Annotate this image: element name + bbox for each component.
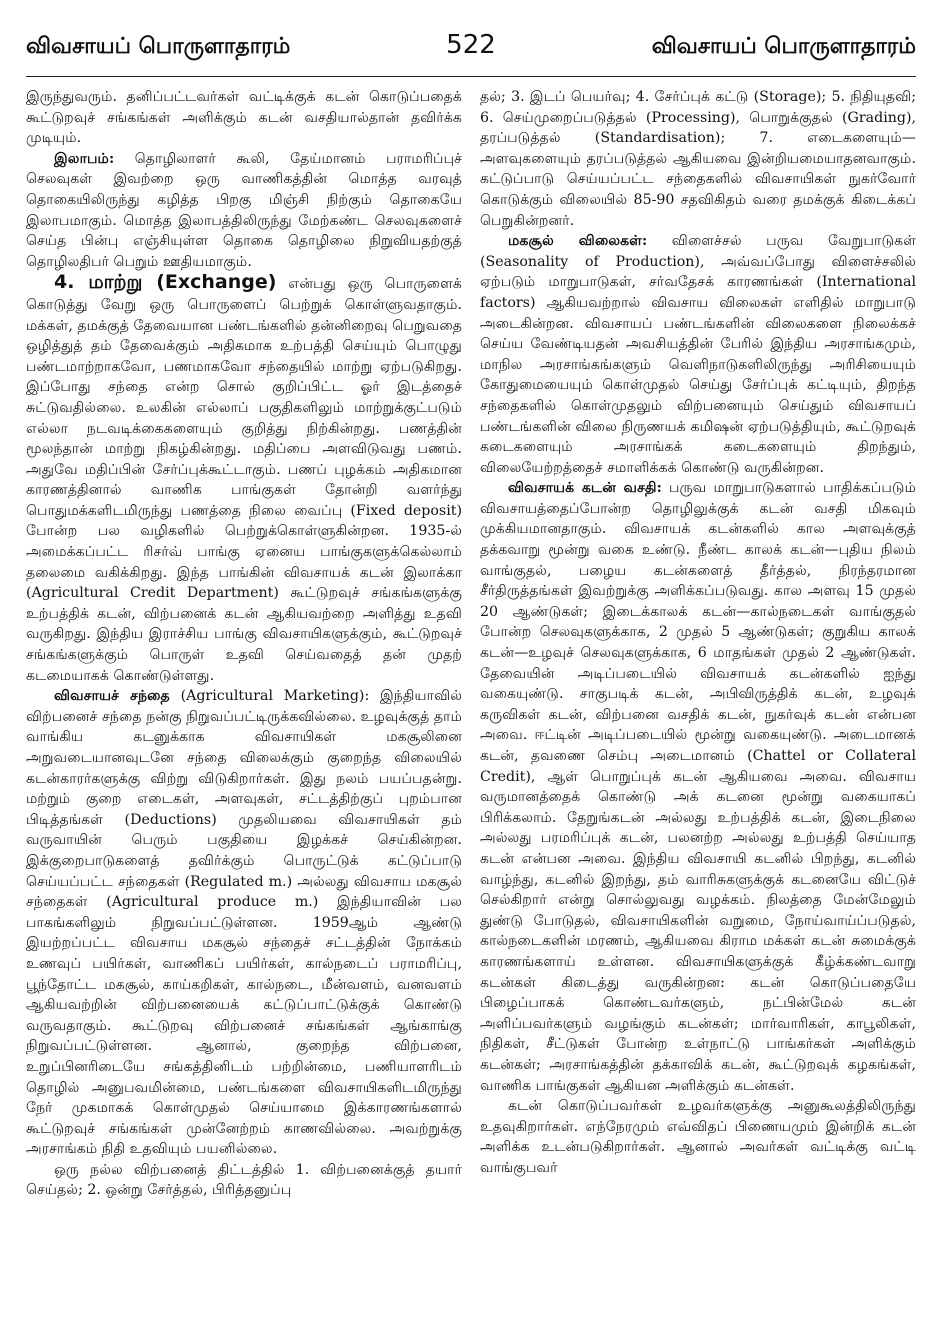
paragraph-text: பருவ மாறுபாடுகளால் பாதிக்கப்படும் விவசாயத்தைப்போன்ற தொழிலுக்குக் கடன் வசதி மிகவும் முக்கியமானதாகும். விவசாயக் கடன்களில் கால அளவுக்குத் தக்கவாறு மூன்று வகை உண்டு. நீண்ட காலக் கடன்—புதிய நிலம் வாங்குதல், பழைய கடன்களைத் தீர்த்தல், நிரந்தரமான சீர்திருத்தங்கள் இவற்றுக்கு அளிக்கப்படுவது. கால அளவு 15 முதல் 20 ஆண்டுகள்; இடைக்காலக் கடன்—கால்நடைகள் வாங்குதல் போன்ற செலவுகளுக்காக, 2 முதல் 5 ஆண்டுகள்; குறுகிய காலக் கடன்—உழவுச் செலவுகளுக்காக, 6 மாதங்கள் முதல் 2 ஆண்டுகள். தேவையின் அடிப்படையில் விவசாயக் கடன்களில் ஐந்து வகையுண்டு. சாகுபடிக் கடன், அபிவிருத்திக் கடன், உழவுக் கருவிகள் கடன், விற்பனை வசதிக் கடன், நுகர்வுக் கடன் என்பன அவை. ஈட்டின் அடிப்படையில் மூன்று வகையுண்டு. அடைமானக் கடன், தவணை செம்பு அடைமானம் (Chattel or Collateral Credit), ஆள் பொறுப்புக் கடன் ஆகியவை அவை. விவசாய வருமானத்தைக் கொண்டு அக் கடனை மூன்று வகையாகப் பிரிக்கலாம். தேறுங்கடன் அல்லது உற்பத்திக் கடன், இடைநிலை அல்லது பரமரிப்புக் கடன், பலனற்ற அல்லது உற்பத்தி செய்யாத கடன் என்பன அவை. இந்திய விவசாயி கடனில் பிறந்து, கடனில் வாழ்ந்து, கடனில் இறந்து, தம் வாரிசுகளுக்குக் கடனையே விட்டுச் செல்கிறார் என்று சொல்லுவது வழக்கம். நிலத்தை மேன்மேலும் துண்டு போடுதல், விவசாயிகளின் வறுமை, நோய்வாய்ப்படுதல், கால்நடைகளின் மரணம், ஆகியவை கிராம மக்கள் கடன் சுமைக்குக் காரணங்களாய் உள்ளன. விவசாயிகளுக்குக் கீழ்க்கண்டவாறு கடன்கள் கிடைத்து வருகின்றன: கடன் கொடுப்பதையே பிழைப்பாகக் கொண்டவர்களும், நட்பின்மேல் கடன் அளிப்பவர்களும் வழங்கும் கடன்கள்; மார்வாரிகள், காபூலிகள், நிதிகள், சீட்டுகள் போன்ற உள்நாட்டு பாங்கர்கள் அளிக்கும் கடன்கள்; அரசாங்கத்தின் தக்காவிக் கடன், கூட்டுறவுக் கழகங்கள், வாணிக பாங்குகள் ஆகியன அளிக்கும் கடன்கள். [480, 480, 916, 1094]
text-columns [26, 87, 916, 1327]
left-column [26, 87, 462, 1327]
paragraph-prices [480, 231, 916, 478]
term-prices: மகசூல் விலைகள்: [508, 233, 648, 250]
paragraph: கடன் கொடுப்பவர்கள் உழவர்களுக்கு அனுகூலத்திலிருந்து உதவுகிறார்கள். எந்நேரமும் எவ்விதப் பிணையமும் இன்றிக் கடன் அளிக்க உடன்படுகிறார்கள். ஆனால் அவர்கள் வட்டிக்கு வட்டி வாங்குபவர் [480, 1098, 916, 1176]
term-marketing: விவசாயச் சந்தை [54, 688, 170, 705]
paragraph-text: என்பது ஒரு பொருளைக் கொடுத்து வேறு ஒரு பொருளைப் பெற்றுக் கொள்ளுவதாகும். மக்கள், தமக்குத் தேவையான பண்டங்களில் தன்னிறைவு பெறுவதை ஒழித்துத் தம் தேவைக்கும் அதிகமாக உற்பத்தி செய்யும் பொழுது பண்டமாற்றாகவோ, பணமாகவோ சந்தையில் மாற்று ஏற்படுகிறது. இப்போது சந்தை என்ற சொல் குறிப்பிட்ட ஓர் இடத்தைச் சுட்டுவதில்லை. உலகின் எல்லாப் பகுதிகளிலும் மாற்றுக்குட்படும் எல்லா நடவடிக்கைகளையும் குறித்து நிற்கின்றது. பணத்தின் மூலந்தான் மாற்று நிகழ்கின்றது. மதிப்பை அளவிடுவது பணம். அதுவே மதிப்பின் சேர்ப்புக்கூட்டாகும். பணப் புழக்கம் அதிகமான காரணத்தினால் வாணிக பாங்குகள் தோன்றி வளர்ந்து பொதுமக்களிடமிருந்து பணத்தை நிலை வைப்பு (Fixed deposit) போன்ற பல வழிகளில் பெற்றுக்கொள்ளுகின்றன. 1935-ல் அமைக்கப்பட்ட ரிசர்வ் பாங்கு ஏனைய பாங்குகளுக்கெல்லாம் தலைமை வகிக்கிறது. இந்த பாங்கின் விவசாயக் கடன் இலாக்கா (Agricultural Credit Department) கூட்டுறவுச் சங்கங்களுக்கு உற்பத்திக் கடன், விற்பனைக் கடன் ஆகியவற்றை அளித்து உதவி வருகிறது. இந்திய இராச்சிய பாங்கு விவசாயிகளுக்கும், கூட்டுறவுச் சங்கங்களுக்கும் பொருள் உதவி செய்வதைத் தன் முதற் கடமையாகக் கொண்டுள்ளது. [26, 276, 462, 684]
paragraph-text: தொழிலாளர் கூலி, தேய்மானம் பராமரிப்புச் செலவுகள் இவற்றை ஒரு வாணிகத்தின் மொத்த வரவுத் தொகையிலிருந்து கழித்த பிறகு மிஞ்சி நிற்கும் தொகையே இலாபமாகும். மொத்த இலாபத்திலிருந்து மேற்கண்ட செலவுகளைச் செய்த பின்பு எஞ்சியுள்ள தொகை தொழிலை நிறுவியதற்குத் தொழிலதிபர் பெறும் ஊதியமாகும். [26, 150, 462, 270]
paragraph-marketing [26, 686, 462, 1160]
paragraph-exchange [26, 272, 462, 686]
paragraph: இருந்துவரும். தனிப்பட்டவர்கள் வட்டிக்குக் கடன் கொடுப்பதைக் கூட்டுறவுச் சங்கங்கள் அளிக்கும் கடன் வசதியால்தான் தவிர்க்க முடியும். [26, 89, 462, 147]
paragraph-profit [26, 149, 462, 273]
paragraph-text: விளைச்சல் பருவ வேறுபாடுகள் (Seasonality of Production), அவ்வப்போது விளைச்சலில் ஏற்படும் மாறுபாடுகள், சர்வதேசக் காரணங்கள் (International factors) ஆகியவற்றால் விவசாய விலைகள் எளிதில் மாறுபாடு அடைகின்றன. விவசாயப் பண்டங்களின் விலைகளை நிலைக்கச் செய்ய வேண்டியதன் அவசியத்தின் பேரில் இந்திய அரசாங்கமும், மாநில அரசாங்கங்களும் வெளிநாடுகளிலிருந்து அரிசியையும் கோதுமையையும் கொள்முதல் செய்து சேர்ப்புக் கட்டியும், திறந்த சந்தைகளில் கொள்முதலும் விற்பனையும் செய்தும் விவசாயப் பண்டங்களின் விலை நிருணயக் கமிஷன் ஏற்படுத்தியும், கூட்டுறவுக் கடைகளையும் அரசாங்கக் கடைகளையும் திறந்தும், விலையேற்றத்தைச் சமாளிக்கக் கொண்டு வருகின்றன. [480, 233, 916, 476]
running-title-left: விவசாயப் பொருளாதாரம் [26, 34, 291, 59]
section-heading-exchange: 4. மாற்று (Exchange) [54, 271, 277, 294]
term-credit: விவசாயக் கடன் வசதி: [508, 480, 662, 497]
page-number: 522 [446, 30, 496, 60]
paragraph-text: (Agricultural Marketing): இந்தியாவில் விற்பனைச் சந்தை நன்கு நிறுவப்பட்டிருக்கவில்லை. உழவுக்குத் தாம் வாங்கிய கடனுக்காக விவசாயிகள் மகசூலினை அறுவடையானவுடனே சந்தை விலைக்கும் குறைந்த விலையில் கடன்காரர்களுக்கு விற்று விடுகிறார்கள். இது நலம் பயப்பதன்று. மற்றும் குறை எடைகள், அளவுகள், சட்டத்திற்குப் புறம்பான பிடித்தங்கள் (Deductions) முதலியவை விவசாயிகள் தம் வருவாயின் பெரும் பகுதியை இழக்கச் செய்கின்றன. இக்குறைபாடுகளைத் தவிர்க்கும் பொருட்டுக் கட்டுப்பாடு செய்யப்பட்ட சந்தைகள் (Regulated m.) அல்லது விவசாய மகசூல் சந்தைகள் (Agricultural produce m.) இந்தியாவின் பல பாகங்களிலும் நிறுவப்பட்டுள்ளன. 1959ஆம் ஆண்டு இயற்றப்பட்ட விவசாய மகசூல் சந்தைச் சட்டத்தின் நோக்கம் உணவுப் பயிர்கள், வாணிகப் பயிர்கள், கால்நடைப் பராமரிப்பு, பூந்தோட்ட மகசூல், காய்கறிகள், கால்நடை, மீன்வளம், வனவளம் ஆகியவற்றின் விற்பனையைக் கட்டுப்பாட்டுக்குக் கொண்டு வருவதாகும். கூட்டுறவு விற்பனைச் சங்கங்கள் ஆங்காங்கு நிறுவப்பட்டுள்ளன. ஆனால், குறைந்த விற்பனை, உறுப்பினரிடையே சங்கத்தினிடம் பற்றின்மை, பணியாளரிடம் தொழில் அனுபவமின்மை, பண்டங்களை விவசாயிகளிடமிருந்து நேர் முகமாகக் கொள்முதல் செய்யாமை இக்காரணங்களால் கூட்டுறவுச் சங்கங்கள் முன்னேற்றம் காணவில்லை. அவற்றுக்கு அரசாங்கம் நிதி உதவியும் பயனில்லை. [26, 688, 462, 1158]
page-header [26, 30, 916, 77]
paragraph: ஒரு நல்ல விற்பனைத் திட்டத்தில் 1. விற்பனைக்குத் தயார் செய்தல்; 2. ஒன்று சேர்த்தல், பிரித்தனுப்பு [26, 1161, 462, 1199]
right-column [480, 87, 916, 1327]
running-title-right: விவசாயப் பொருளாதாரம் [651, 34, 916, 59]
term-profit: இலாபம்: [54, 150, 115, 167]
paragraph: தல்; 3. இடப் பெயர்வு; 4. சேர்ப்புக் கட்டு (Storage); 5. நிதியுதவி; 6. செய்முறைப்படுத்தல் (Processing), பொறுக்குதல் (Grading), தரப்படுத்தல் (Standardisation); 7. எடைகளையும்—அளவுகளையும் தரப்படுத்தல் ஆகியவை இன்றியமையாதனவாகும். கட்டுப்பாடு செய்யப்பட்ட சந்தைகளில் விவசாயிகள் நுகர்வோர் கொடுக்கும் விலையில் 85-90 சதவிகிதம் வரை தமக்குக் கிடைக்கப் பெறுகின்றனர். [480, 89, 916, 229]
paragraph-credit [480, 478, 916, 1096]
